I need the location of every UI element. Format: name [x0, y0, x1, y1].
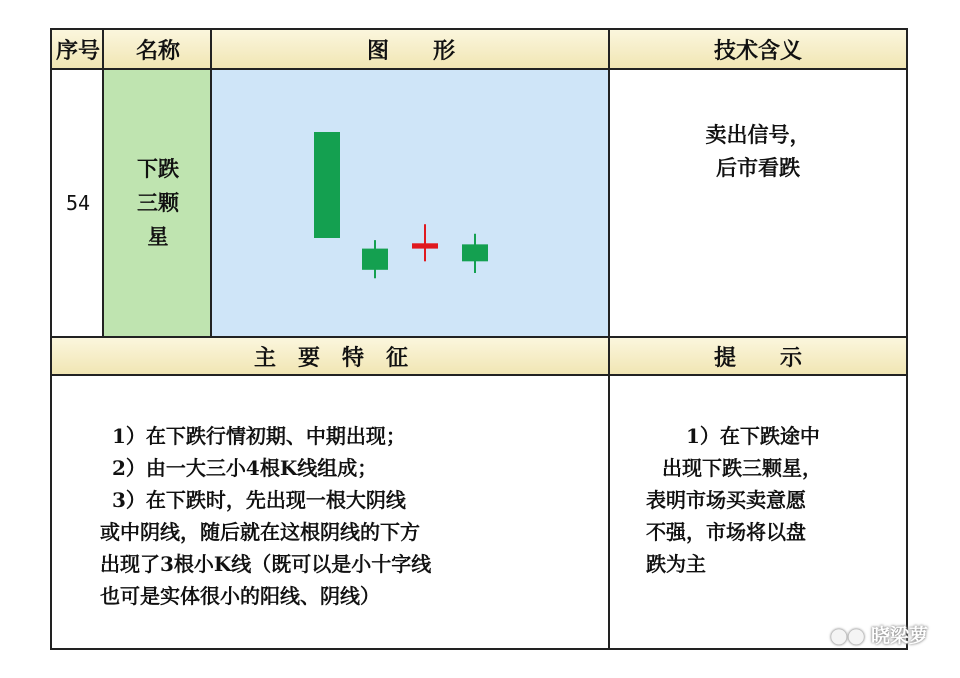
feature-line: 2）由一大三小4根K线组成；: [112, 456, 378, 480]
header-meaning: 技术含义: [610, 30, 906, 70]
candle-body: [462, 244, 488, 261]
header-name: 名称: [104, 30, 212, 70]
features-text: [52, 376, 610, 648]
tips-text: [610, 376, 906, 648]
candle-body: [314, 132, 340, 238]
watermark: [830, 621, 928, 648]
technical-meaning: [610, 70, 906, 336]
meaning-line: 卖出信号，: [705, 122, 811, 147]
tip-line: 表明市场买卖意愿: [646, 488, 806, 512]
pattern-name: [104, 70, 212, 336]
grid-line: [608, 30, 610, 648]
grid-line: [102, 30, 104, 336]
candlestick-figure: [212, 70, 610, 336]
watermark-text: 晓梁萝: [870, 625, 928, 647]
header-features: 主 要 特 征: [52, 336, 610, 376]
pattern-name-line: 星: [147, 224, 169, 249]
candlestick-1: [314, 132, 340, 238]
candle-body: [412, 243, 438, 248]
candlestick-pattern-table: [50, 28, 908, 650]
header-index: 序号: [52, 30, 104, 70]
feature-line: 也可是实体很小的阳线、阴线）: [100, 584, 380, 608]
candlestick-2: [362, 240, 388, 278]
pattern-name-line: 三颗: [137, 190, 179, 215]
row-index: 54: [65, 191, 91, 215]
tip-line: 出现下跌三颗星，: [662, 456, 822, 480]
feature-line: 3）在下跌时，先出现一根大阴线: [112, 488, 406, 512]
header-tips: 提 示: [610, 336, 906, 376]
grid-line: [210, 30, 212, 336]
meaning-line: 后市看跌: [716, 155, 800, 180]
tip-line: 跌为主: [646, 552, 706, 576]
candlestick-4: [462, 234, 488, 273]
pattern-name-line: 下跌: [137, 156, 179, 181]
candle-body: [362, 249, 388, 270]
feature-line: 出现了3根小K线（既可以是小十字线: [100, 552, 432, 576]
wechat-icon: ●●: [830, 622, 865, 647]
header-figure: 图 形: [212, 30, 610, 70]
candlestick-chart: [212, 70, 610, 336]
tip-line: 不强，市场将以盘: [646, 520, 806, 544]
candlestick-3: [412, 224, 438, 261]
feature-line: 1）在下跌行情初期、中期出现；: [112, 424, 406, 448]
feature-line: 或中阴线，随后就在这根阴线的下方: [100, 520, 420, 544]
tip-line: 1）在下跌途中: [686, 424, 820, 448]
